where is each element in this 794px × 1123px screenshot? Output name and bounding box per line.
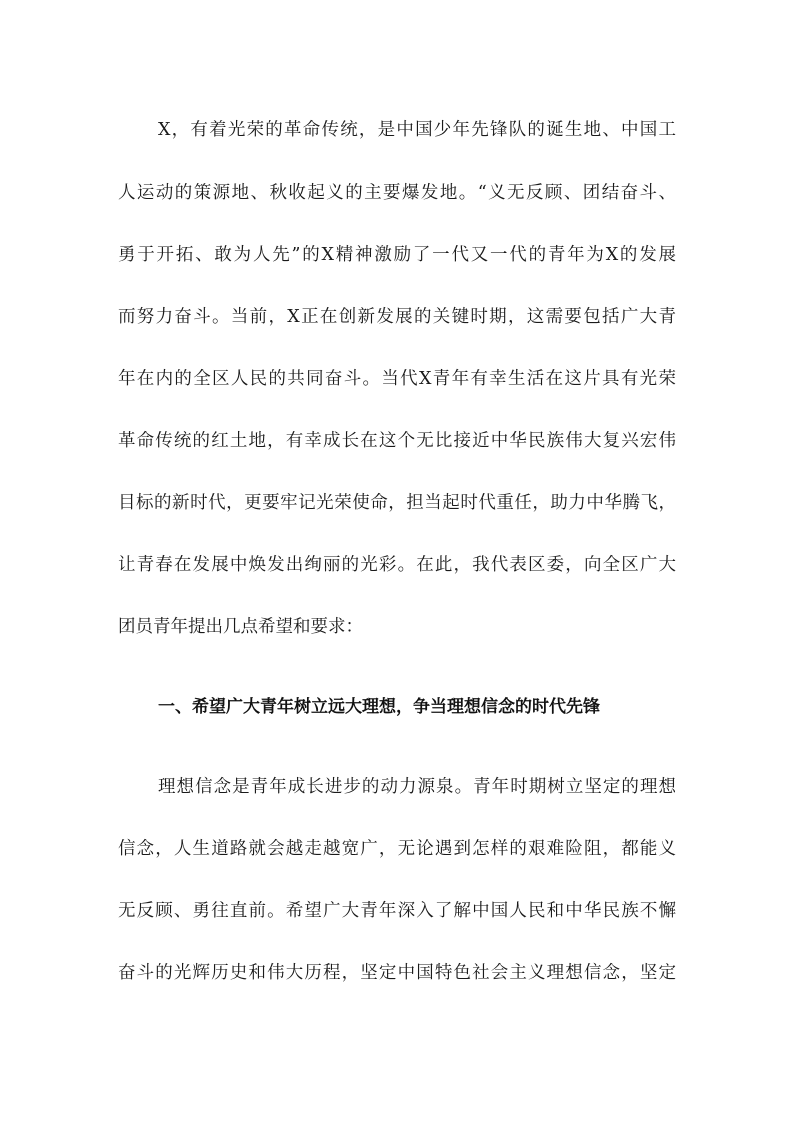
paragraph-1-line-2: 人运动的策源地、秋收起义的主要爆发地。“义无反顾、团结奋斗、 [118,183,676,203]
paragraph-1-line-1: X，有着光荣的革命传统，是中国少年先锋队的诞生地、中国工 [158,120,676,140]
paragraph-1-line-6: 革命传统的红土地，有幸成长在这个无比接近中华民族伟大复兴宏伟 [118,431,676,451]
paragraph-2-line-1: 理想信念是青年成长进步的动力源泉。青年时期树立坚定的理想 [158,777,676,797]
section-heading-1: 一、希望广大青年树立远大理想，争当理想信念的时代先锋 [158,697,600,717]
paragraph-2-line-4: 奋斗的光辉历史和伟大历程，坚定中国特色社会主义理想信念，坚定 [118,963,676,983]
paragraph-1-line-9: 团员青年提出几点希望和要求： [118,617,363,637]
paragraph-1-line-5: 年在内的全区人民的共同奋斗。当代X青年有幸生活在这片具有光荣 [118,369,676,389]
paragraph-2-line-2: 信念，人生道路就会越走越宽广，无论遇到怎样的艰难险阻，都能义 [118,839,676,859]
paragraph-1-line-4: 而努力奋斗。当前，X正在创新发展的关键时期，这需要包括广大青 [118,307,676,327]
paragraph-2-line-3: 无反顾、勇往直前。希望广大青年深入了解中国人民和中华民族不懈 [118,901,676,921]
paragraph-1-line-8: 让青春在发展中焕发出绚丽的光彩。在此，我代表区委，向全区广大 [118,555,676,575]
paragraph-1-line-7: 目标的新时代，更要牢记光荣使命，担当起时代重任，助力中华腾飞， [118,493,676,513]
paragraph-1-line-3: 勇于开拓、敢为人先”的X精神激励了一代又一代的青年为X的发展 [118,245,676,265]
